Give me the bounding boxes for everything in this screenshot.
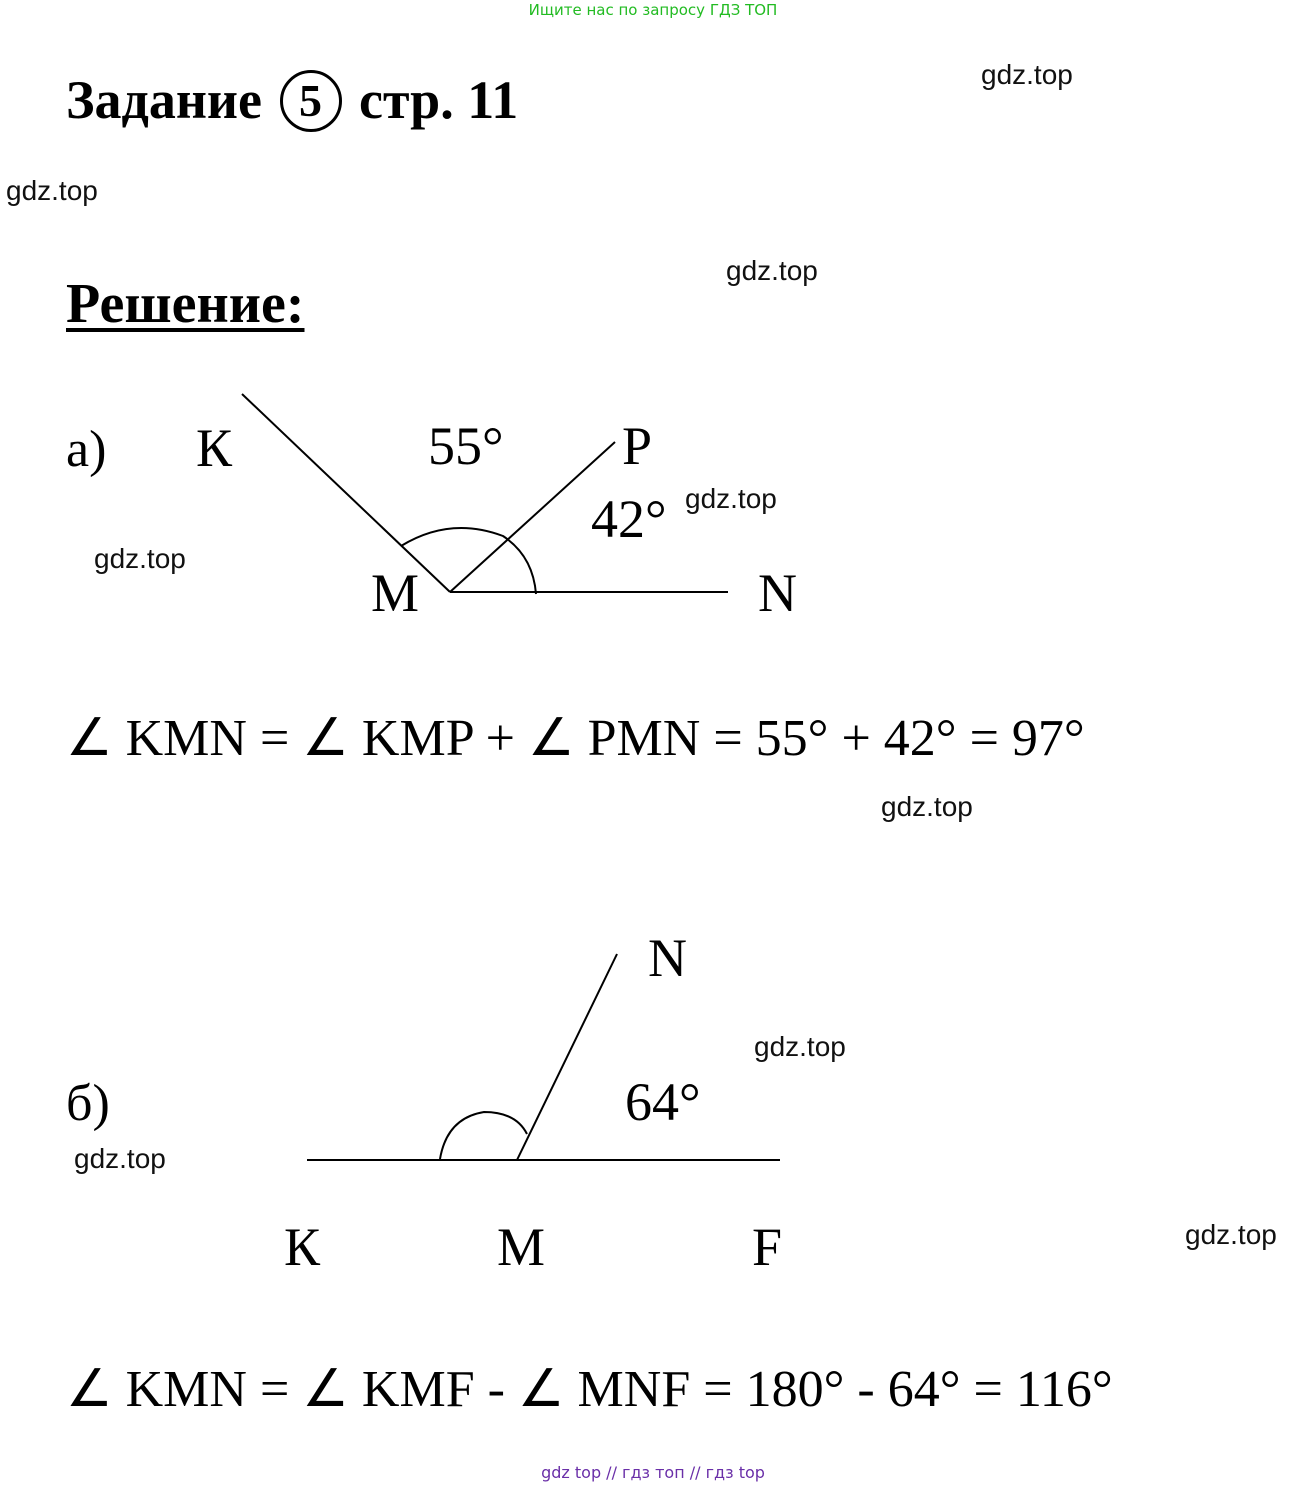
watermark: gdz.top <box>981 59 1073 90</box>
angle-kmp-label: 55° <box>428 416 504 476</box>
ray-mn <box>517 954 617 1160</box>
diagram-b <box>307 954 780 1160</box>
solution-heading: Решение: <box>66 273 305 335</box>
point-m-label: M <box>497 1217 546 1277</box>
formula-b: ∠ KMN = ∠ KMF - ∠ MNF = 180° - 64° = 116° <box>66 1361 1113 1418</box>
top-banner: Ищите нас по запросу ГДЗ ТОП <box>528 1 778 19</box>
point-m-label: M <box>371 563 420 623</box>
watermark: gdz.top <box>94 543 186 574</box>
title-prefix: Задание <box>66 70 263 130</box>
title-suffix: стр. 11 <box>359 70 519 130</box>
point-n-label: N <box>758 563 797 623</box>
angle-nmf-label: 64° <box>625 1072 701 1132</box>
footer-links: gdz top // гдз топ // гдз top <box>541 1463 765 1482</box>
watermark: gdz.top <box>881 791 973 822</box>
part-a-label: а) <box>66 421 107 478</box>
point-k-label: К <box>196 418 233 478</box>
watermark: gdz.top <box>1185 1219 1277 1250</box>
part-b-label: б) <box>66 1075 110 1132</box>
point-p-label: P <box>622 416 653 476</box>
angle-arc-kmn <box>401 528 536 594</box>
watermark: gdz.top <box>74 1143 166 1174</box>
point-k-label: К <box>284 1217 321 1277</box>
watermark: gdz.top <box>685 483 777 514</box>
watermark: gdz.top <box>726 255 818 286</box>
angle-pmn-label: 42° <box>591 489 667 549</box>
formula-a: ∠ KMN = ∠ KMP + ∠ PMN = 55° + 42° = 97° <box>66 710 1085 767</box>
task-number-badge: 5 <box>280 70 342 132</box>
watermark: gdz.top <box>6 175 98 206</box>
angle-arc-kmn <box>440 1112 527 1159</box>
point-f-label: F <box>752 1217 783 1277</box>
point-n-label: N <box>648 928 687 988</box>
watermark: gdz.top <box>754 1031 846 1062</box>
